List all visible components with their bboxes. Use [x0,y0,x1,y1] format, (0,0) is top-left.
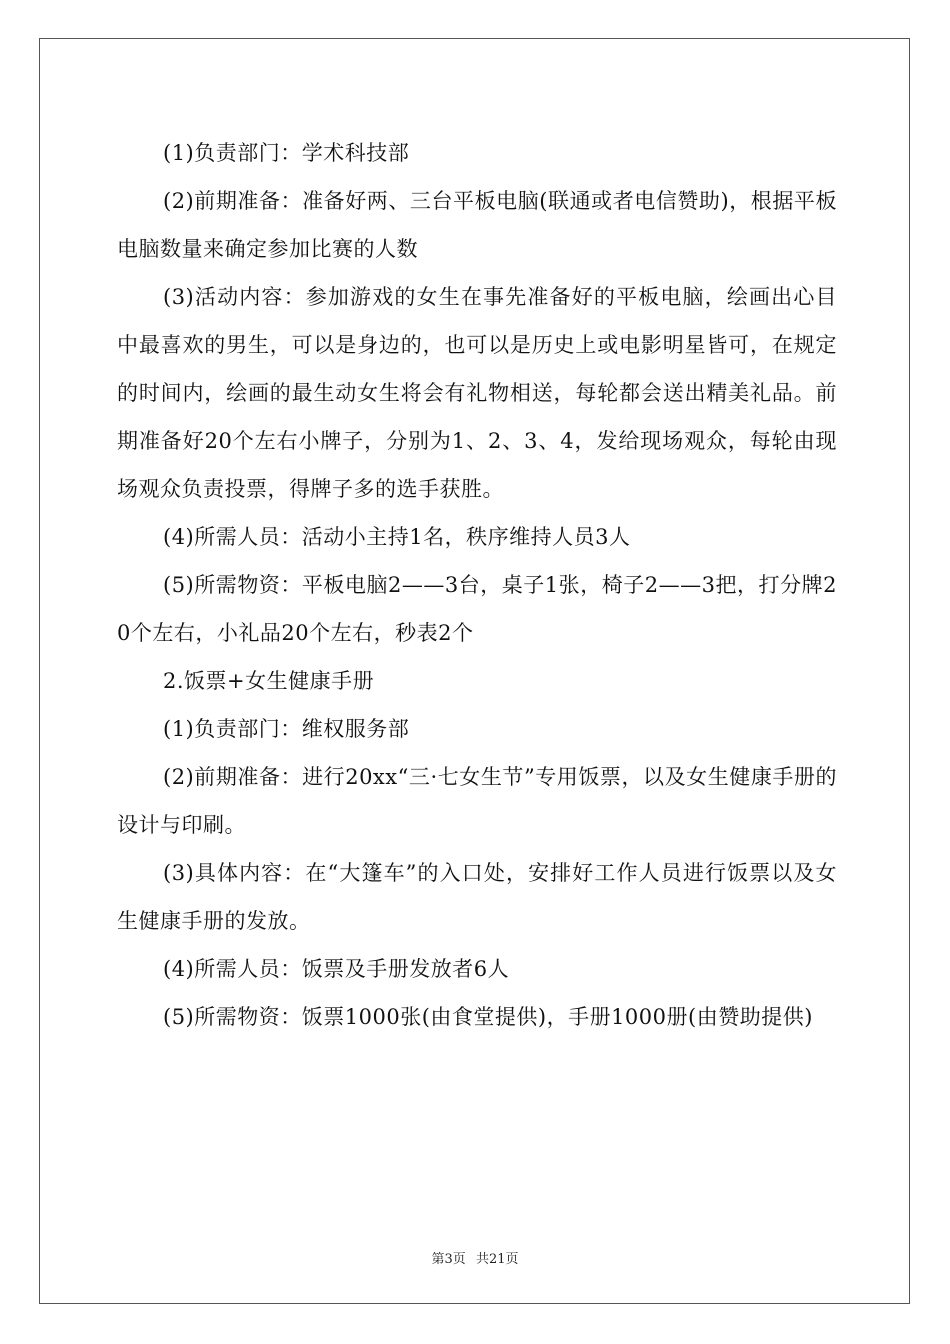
paragraph-9: (4)所需人员：饭票及手册发放者6人 [163,957,510,981]
paragraph-7: (2)前期准备：进行20xx“三·七女生节”专用饭票，以及女生健康手册的设计与印刷。 [117,765,837,837]
document-body [117,129,837,1041]
section-heading-2: 2.饭票+女生健康手册 [163,669,375,693]
page-total: 共21页 [475,1252,519,1267]
paragraph-1: (1)负责部门：学术科技部 [163,141,410,165]
paragraph-10: (5)所需物资：饭票1000张(由食堂提供)，手册1000册(由赞助提供) [163,1005,813,1029]
paragraph-2: (2)前期准备：准备好两、三台平板电脑(联通或者电信赞助)，根据平板电脑数量来确定参加比赛的人数 [117,189,837,261]
paragraph-3: (3)活动内容：参加游戏的女生在事先准备好的平板电脑，绘画出心目中最喜欢的男生，可以是身边的，也可以是历史上或电影明星皆可，在规定的时间内，绘画的最生动女生将会有礼物相送，每轮都会送出精美礼品。前期准备好20个左右小牌子，分别为1、2、3、4，发给现场观众，每轮由现场观众负责投票，得牌子多的选手获胜。 [117,285,837,501]
paragraph-5: (5)所需物资：平板电脑2——3台，桌子1张，椅子2——3把，打分牌20个左右，小礼品20个左右，秒表2个 [117,573,837,645]
paragraph-8: (3)具体内容：在“大篷车”的入口处，安排好工作人员进行饭票以及女生健康手册的发放。 [117,861,837,933]
page-number: 第3页 [431,1252,466,1267]
page-footer [0,1248,950,1267]
paragraph-6: (1)负责部门：维权服务部 [163,717,410,741]
paragraph-4: (4)所需人员：活动小主持1名，秩序维持人员3人 [163,525,631,549]
